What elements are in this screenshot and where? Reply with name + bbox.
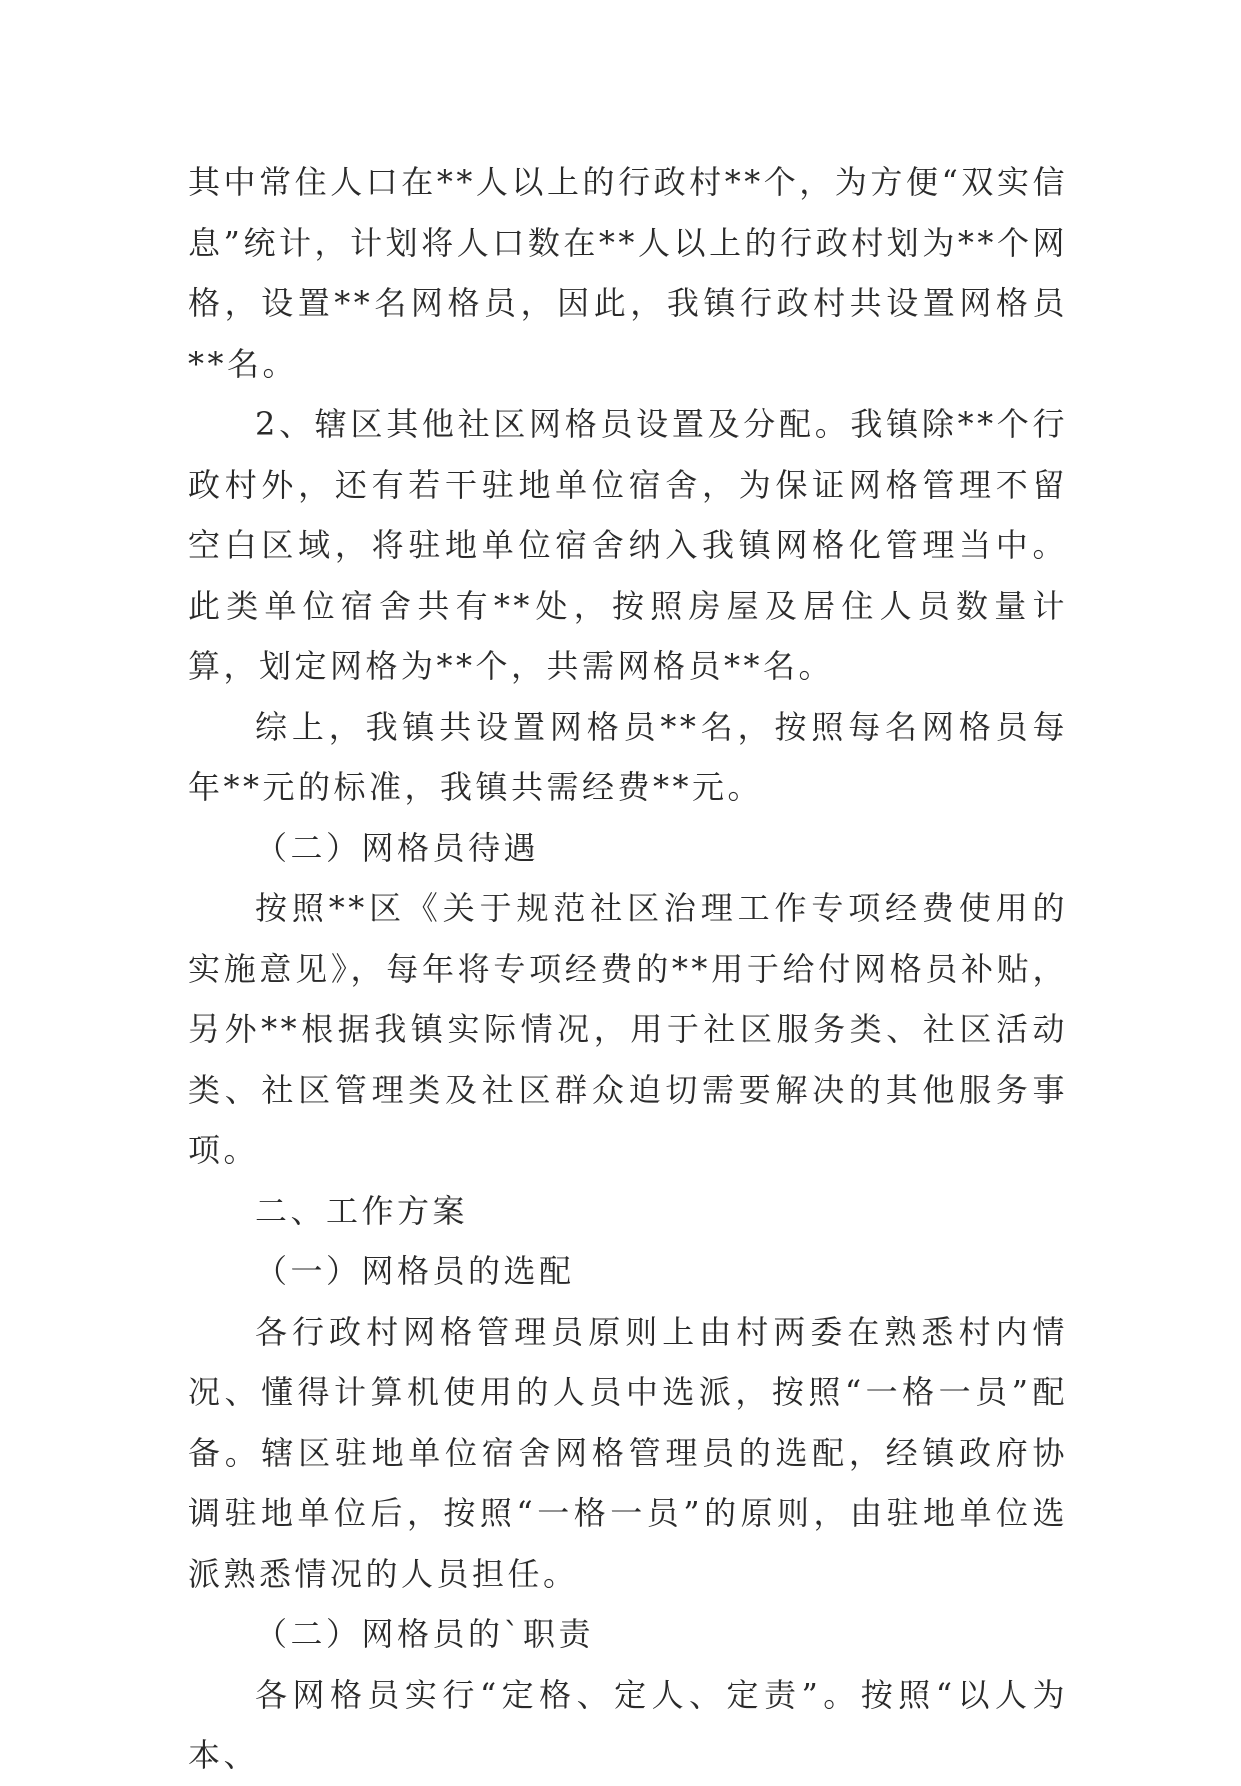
heading-grid-worker-selection: （一）网格员的选配 (255, 1252, 575, 1290)
heading-grid-worker-treatment: （二）网格员待遇 (255, 828, 540, 867)
paragraph-duties-details: 各网格员实行“定格、定人、定责”。按照“以人为本、 (188, 1675, 1068, 1774)
paragraph-other-community-grids: 2、辖区其他社区网格员设置及分配。我镇除**个行政村外，还有若干驻地单位宿舍，为保证网格管理不留空白区域，将驻地单位宿舍纳入我镇网格化管理当中。此类单位宿舍共有**处，按照房屋及居住人员数量计算，划定网格为**个，共需网格员**名。 (188, 405, 1068, 685)
paragraph-population-stats: 其中常住人口在**人以上的行政村**个，为方便“双实信息”统计，计划将人口数在**人以上的行政村划为**个网格，设置**名网格员，因此，我镇行政村共设置网格员**名。 (188, 163, 1068, 383)
paragraph-summary-funding: 综上，我镇共设置网格员**名，按照每名网格员每年**元的标准，我镇共需经费**元。 (188, 707, 1068, 806)
paragraph-selection-details: 各行政村网格管理员原则上由村两委在熟悉村内情况、懂得计算机使用的人员中选派，按照“一格一员”配备。辖区驻地单位宿舍网格管理员的选配，经镇政府协调驻地单位后，按照“一格一员”的原则，由驻地单位选派熟悉情况的人员担任。 (188, 1312, 1068, 1593)
document-body (188, 152, 1068, 1786)
paragraph-treatment-details: 按照**区《关于规范社区治理工作专项经费使用的实施意见》，每年将专项经费的**用于给付网格员补贴，另外**根据我镇实际情况，用于社区服务类、社区活动类、社区管理类及社区群众迫切需要解决的其他服务事项。 (188, 889, 1068, 1169)
heading-work-plan: 二、工作方案 (255, 1191, 469, 1230)
heading-grid-worker-duties: （二）网格员的`职责 (255, 1615, 595, 1653)
